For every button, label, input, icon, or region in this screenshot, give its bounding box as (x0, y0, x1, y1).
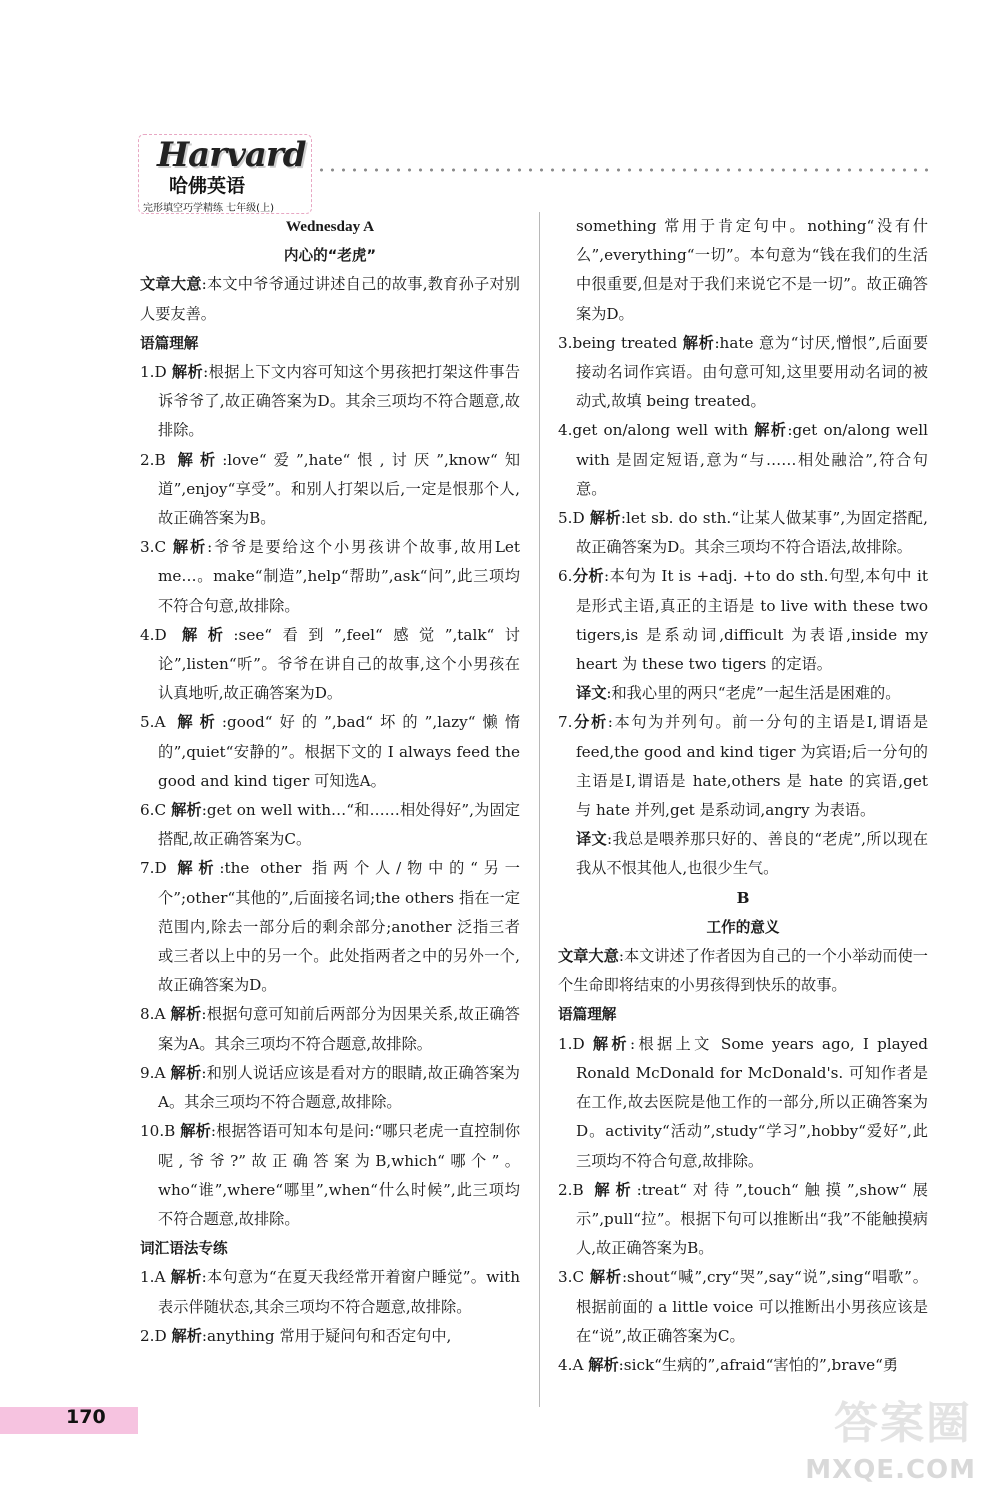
section-label: 语篇理解 (558, 1006, 617, 1024)
answer-item: 1.D 解析:根据上下文内容可知这个男孩把打架这件事告诉爷爷了,故正确答案为D。其余三项均不符合题意,故排除。 (140, 363, 521, 440)
answer-item: 4.get on/along well with 解析:get on/along well with 是固定短语,意为“与……相处融洽”,符合句意。 (558, 421, 928, 498)
answer-item: 1.A 解析:本句意为“在夏天我经常开着窗户睡觉”。with 表示伴随状态,其余三项均不符合题意,故排除。 (140, 1268, 521, 1316)
answer-item: 3.C 解析:爷爷是要给这个小男孩讲个故事,故用Let me…。make“制造”,help“帮助”,ask“问”,此三项均不符合句意,故排除。 (140, 538, 521, 615)
logo-cn-title: 哈佛英语 (169, 175, 246, 197)
translation: 译文:我总是喂养那只好的、善良的“老虎”,所以现在我从不恨其他人,也很少生气。 (576, 830, 929, 878)
main-idea: 文章大意:本文中爷爷通过讲述自己的故事,教育孙子对别人要友善。 (140, 275, 520, 323)
answer-item: 8.A 解析:根据句意可知前后两部分为因果关系,故正确答案为A。其余三项均不符合题意,故排除。 (140, 1005, 520, 1053)
watermark (790, 1398, 990, 1491)
section-heading: B (736, 888, 750, 907)
answer-item: 2.D 解析:anything 常用于疑问句和否定句中, (140, 1326, 452, 1345)
continued-text: something 常用于肯定句中。nothing“没有什么”,everything“一切”。本句意为“钱在我们的生活中很重要,但是对于我们来说它不是一切”。故正确答案为D。 (576, 217, 928, 323)
answer-item: 6.C 解析:get on well with…“和……相处得好”,为固定搭配,故正确答案为C。 (140, 801, 520, 849)
page-header (138, 120, 938, 214)
book-subtitle: 完形填空巧学精练 七年级(上) (143, 203, 274, 214)
section-label: 语篇理解 (140, 334, 199, 352)
section-label: 词汇语法专练 (140, 1240, 228, 1258)
answer-item: 1.D 解析:根据上文 Some years ago, I played Ronald McDonald for McDonald's. 可知作者是在工作,故去医院是他工作的一部分,所以正确答案为D。activity“活动”,study“学习”,hobby“爱好”,此三项均不符合句意,故排除。 (558, 1034, 929, 1170)
answer-item: 7.分析:本句为并列句。前一分句的主语是I,谓语是 feed,the good and kind tiger 为宾语;后一分句的主语是I,谓语是 hate,others 是 hate 的宾语,get 与 hate 并列,get 是系动词,angry 为表语。 (558, 713, 929, 820)
passage-title: 工作的意义 (706, 918, 780, 936)
dotted-rule (316, 168, 936, 172)
section-heading: Wednesday A (285, 218, 375, 235)
harvard-logo (138, 134, 312, 214)
answer-item: 3.C 解析:shout“喊”,cry“哭”,say“说”,sing“唱歌”。根据前面的 a little voice 可以推断出小男孩应该是在“说”,故正确答案为C。 (558, 1268, 928, 1345)
page-number: 170 (66, 1406, 106, 1428)
answer-item: 3.being treated 解析:hate 意为“讨厌,憎恨”,后面要接动名词作宾语。由句意可知,这里要用动名词的被动式,故填 being treated。 (558, 333, 929, 411)
answer-item: 7.D 解析:the other 指两个人/物中的“另一个”;other“其他的”,后面接名词;the others 指在一定范围内,除去一部分后的剩余部分;another 泛指三者或三者以上中的另一个。此处指两者之中的另外一个,故正确答案为D。 (140, 859, 520, 995)
watermark-logo: 答案圈 (834, 1398, 972, 1449)
logo-title: Harvard (157, 135, 306, 175)
answer-item: 10.B 解析:根据答语可知本句是问:“哪只老虎一直控制你呢,爷爷?”故正确答案为B,which“哪个”。who“谁”,where“哪里”,when“什么时候”,此三项均不符合题意,故排除。 (140, 1122, 521, 1228)
answer-item: 5.D 解析:let sb. do sth.“让某人做某事”,为固定搭配,故正确答案为D。其余三项均不符合语法,故排除。 (558, 509, 928, 557)
answer-item: 6.分析:本句为 It is +adj. +to do sth.句型,本句中 it 是形式主语,真正的主语是 to live with these two tigers,is 是系动词,difficult 为表语,inside my heart 为 these two tigers 的定语。 (558, 567, 929, 674)
answer-item: 9.A 解析:和别人说话应该是看对方的眼睛,故正确答案为A。其余三项均不符合题意,故排除。 (140, 1063, 520, 1112)
answer-item: 2.B 解析:treat“对待”,touch“触摸”,show“展示”,pull“拉”。根据下句可以推断出“我”不能触摸病人,故正确答案为B。 (558, 1180, 928, 1258)
watermark-url: MXQE.COM (805, 1455, 976, 1485)
answer-item: 2.B 解析:love“爱”,hate“恨,讨厌”,know“知道”,enjoy“享受”。和别人打架以后,一定是恨那个人,故正确答案为B。 (140, 450, 521, 528)
column-divider (539, 212, 540, 1407)
main-idea: 文章大意:本文讲述了作者因为自己的一个小举动而使一个生命即将结束的小男孩得到快乐的故事。 (558, 947, 928, 995)
left-column (140, 212, 520, 1351)
passage-title: 内心的“老虎” (283, 247, 377, 265)
answer-item: 4.A 解析:sick“生病的”,afraid“害怕的”,brave“勇 (558, 1355, 899, 1374)
translation: 译文:和我心里的两只“老虎”一起生活是困难的。 (576, 684, 901, 703)
answer-item: 5.A 解析:good“好的”,bad“坏的”,lazy“懒惰的”,quiet“安静的”。根据下文的 I always feed the good and kind tiger 可知选A。 (140, 713, 521, 790)
right-column (558, 212, 928, 1380)
answer-item: 4.D 解析:see“看到”,feel“感觉”,talk“讨论”,listen“听”。爷爷在讲自己的故事,这个小男孩在认真地听,故正确答案为D。 (140, 625, 520, 703)
